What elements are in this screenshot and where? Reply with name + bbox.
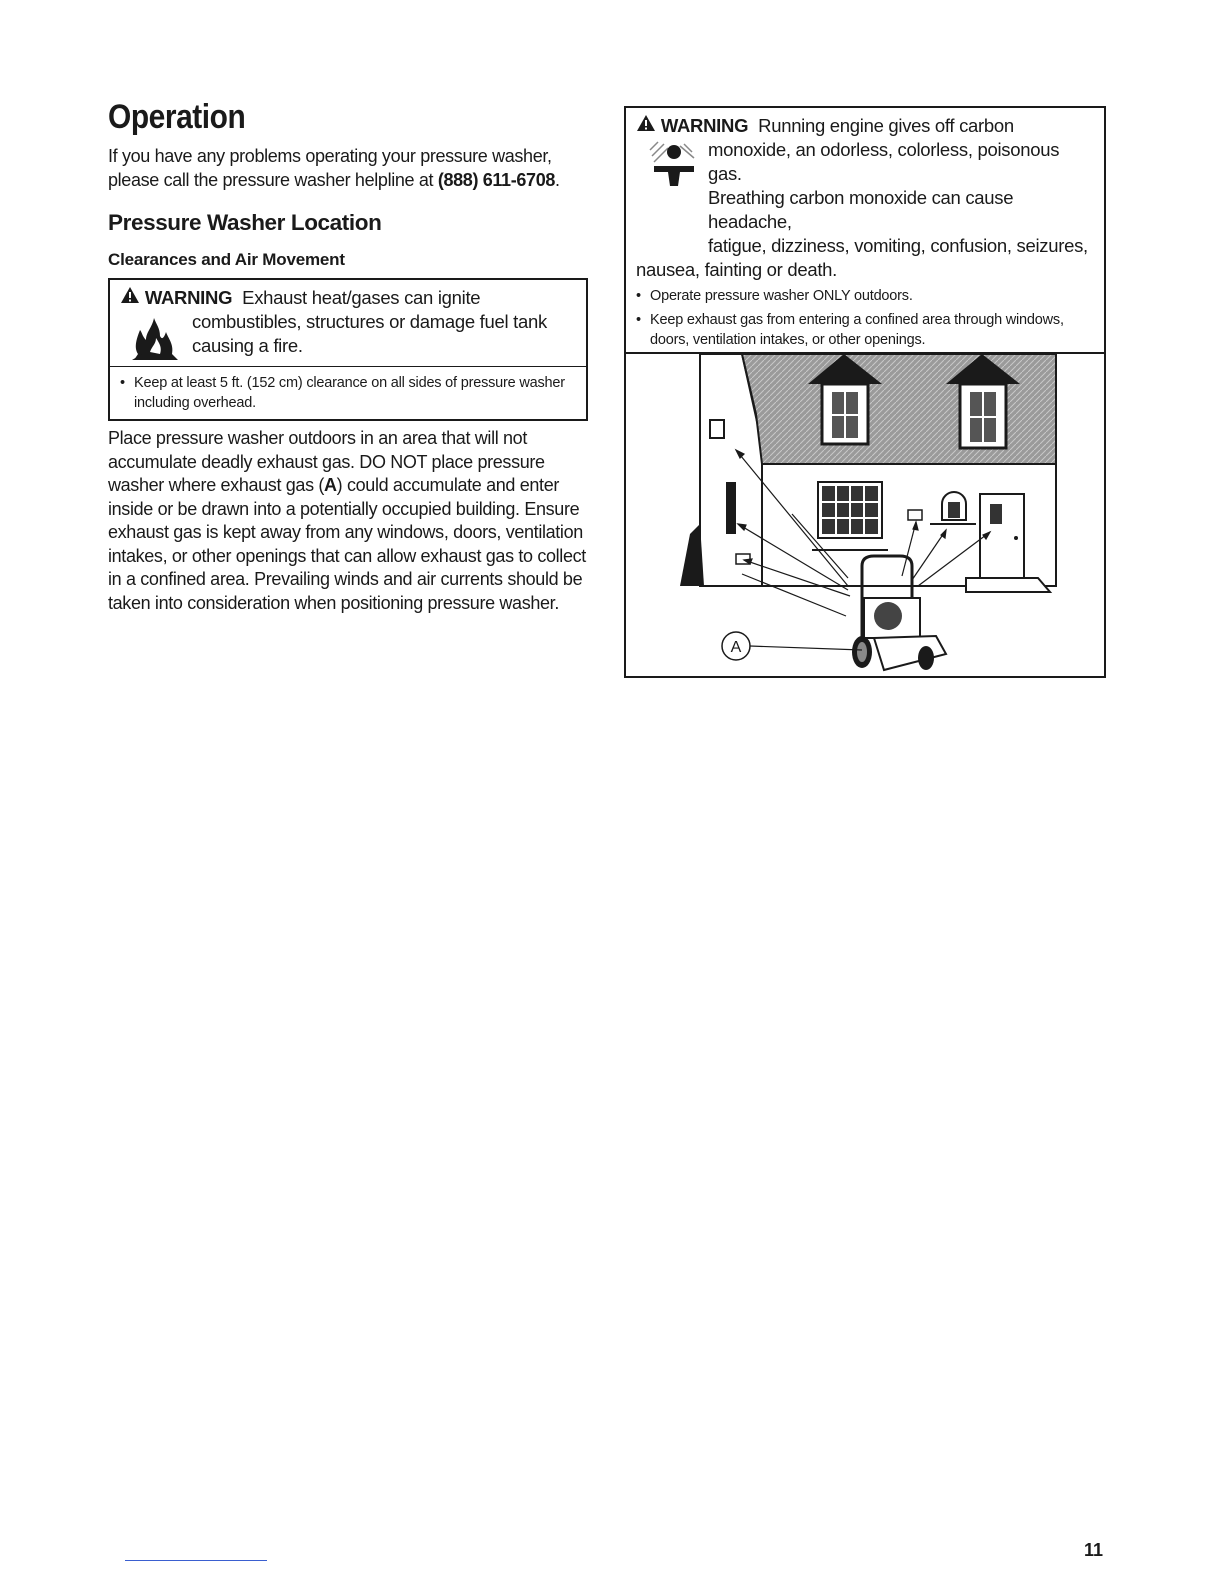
co-line-4: fatigue, dizziness, vomiting, confusion, seizures, — [708, 235, 1088, 256]
fire-warning-box — [108, 278, 588, 421]
warning-triangle-icon — [120, 286, 140, 310]
footer-line — [125, 1560, 267, 1561]
intro-paragraph — [108, 145, 588, 192]
co-warning-body — [636, 138, 1094, 258]
warning-tag: WARNING — [660, 115, 749, 136]
house-illustration — [624, 352, 1106, 678]
left-column — [108, 98, 588, 615]
intro-text: If you have any problems operating your pressure washer, please call the pressure washer helpline at — [108, 146, 552, 190]
warning-line-3: causing a fire. — [192, 335, 303, 356]
page-title: Operation — [108, 98, 246, 136]
para-label-a: A — [324, 475, 337, 495]
warning-divider — [110, 366, 586, 367]
bullet-item: • Operate pressure washer ONLY outdoors. — [636, 286, 1094, 306]
section-heading: Pressure Washer Location — [108, 210, 382, 235]
co-line-2: monoxide, an odorless, colorless, poisonous gas. — [708, 139, 1060, 184]
bullet-item: • Keep exhaust gas from entering a confined area through windows, doors, ventilation intakes, or other openings. — [636, 310, 1094, 350]
fire-warning-header — [120, 286, 576, 310]
callout-a — [722, 632, 862, 660]
intro-end: . — [555, 169, 560, 190]
para-part-2: ) could accumulate and enter inside or be drawn into a potentially occupied building. Ensure exhaust gas is kept away from any windows, doors, ventilation intakes, or other openings that can allow exhaust gas to collect in a confined area. Prevailing winds and air currents should be taken into consideration when positioning pressure washer. — [108, 475, 586, 613]
fire-warning-body — [120, 310, 576, 358]
co-line-1: Running engine gives off carbon — [758, 115, 1014, 136]
co-line-3: Breathing carbon monoxide can cause headache, — [708, 187, 1014, 232]
para-part-1: Place pressure washer outdoors in an area that will not accumulate deadly exhaust gas. DO NOT place pressure washer where exhaust gas ( — [108, 428, 545, 495]
callout-a-label: A — [730, 639, 742, 656]
warning-tag: WARNING — [144, 287, 233, 308]
fire-warning-bullets — [120, 373, 576, 413]
warning-line-1: Exhaust heat/gases can ignite — [242, 287, 481, 308]
location-paragraph — [108, 427, 588, 615]
warning-triangle-icon — [636, 114, 656, 138]
fire-hazard-icon — [128, 314, 184, 362]
house-drawing — [626, 354, 1104, 676]
co-line-5: nausea, fainting or death. — [636, 259, 837, 280]
bullet-item: • Keep at least 5 ft. (152 cm) clearance on all sides of pressure washer including overhead. — [120, 373, 576, 413]
helpline-number: (888) 611-6708 — [437, 169, 556, 190]
page-number: 11 — [1084, 1540, 1104, 1560]
co-warning-header — [636, 114, 1094, 138]
toxic-fumes-icon — [644, 140, 700, 188]
warning-line-2: combustibles, structures or damage fuel tank — [192, 311, 547, 332]
subsection-heading: Clearances and Air Movement — [108, 250, 345, 269]
